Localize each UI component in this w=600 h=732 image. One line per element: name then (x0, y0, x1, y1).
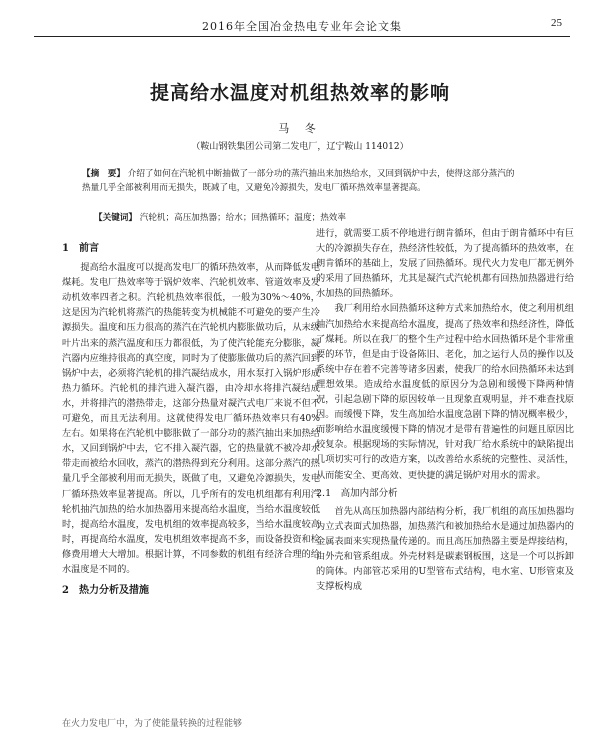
author: 马 冬 (278, 122, 322, 135)
abstract-label: 【摘 要】 (82, 169, 125, 179)
section-1-heading: 1 前言 (62, 243, 99, 254)
right-paragraph-2: 我厂利用给水回热循环这种方式来加热给水，使之利用机组抽汽加热给水来提高给水温度，提高了热效率和热经济性，降低了煤耗。所以在我厂的整个生产过程中给水回热循环是个非常重要的环节，但是由于设备陈旧、老化，加之运行人员的操作以及系统中存在着不完善等诸多因素，使我厂的给水回热循环未达到理想效果。造成给水温度低的原因分为急剧和缓慢下降两种情况，引起急剧下降的原因较单一且现象直观明显，并不难查找原因。而缓慢下降，发生高加给水温度急剧下降的情况概率极少，而影响给水温度缓慢下降的情况才是带有普遍性的问题且原因比较复杂。根据现场的实际情况，针对我厂给水系统中的缺陷提出几项切实可行的改造方案，以改善给水系统的完整性、灵活性，从而能安全、更高效、更快捷的满足锅炉对用水的需求。 (316, 303, 574, 481)
page-number: 25 (551, 17, 562, 29)
running-title: 2016年全国冶金热电专业年会论文集 (202, 20, 402, 33)
keywords-label: 【关键词】 (94, 213, 137, 223)
left-column-cutoff-line: 在火力发电厂中，为了使能量转换的过程能够 (62, 719, 243, 729)
paper-title: 提高给水温度对机组热效率的影响 (149, 82, 450, 104)
left-column (62, 235, 320, 602)
abstract-text: 介绍了如何在汽轮机中断抽做了一部分功的蒸汽抽出来加热给水，又回到锅炉中去，使得这部分蒸汽的热量几乎全部被利用而无损失，既减了电，又避免冷源损失，发电厂循环热效率显著提高。 (82, 169, 515, 193)
running-header (34, 14, 570, 37)
section-2-heading: 2 热力分析及措施 (62, 585, 149, 597)
section-1-paragraph: 提高给水温度可以提高发电厂的循环热效率，从而降低发电煤耗。发电厂热效率等于锅炉效率、汽轮机效率、管道效率及发动机效率四者之积。汽轮机热效率很低，一般为30%～40%，这是因为汽轮机将蒸汽的热能转变为机械能不可避免的要产生冷源损失。温度和压力很高的蒸汽在汽轮机内膨胀做功后，从末级叶片出来的蒸汽温度和压力都很低，为了使汽轮能充分膨胀，凝汽器内应维持很高的真空度，同时为了使膨胀做功后的蒸汽回到锅炉中去，必须将汽轮机的排汽凝结成水，用水泵打入锅炉形成热力循环。汽轮机的排汽进入凝汽器，由冷却水将排汽凝结成水，并将排汽的潜热带走，这部分热量对凝汽式电厂来说不但不可避免，而且无法利用。这就使得发电厂循环热效率只有40%左右。如果将在汽轮机中膨胀做了一部分功的蒸汽抽出来加热给水，又回到锅炉中去，它不排入凝汽器，它的热量就不被冷却水带走而被给水回收，蒸汽的潜热得到充分利用。这部分蒸汽的热量几乎全部被利用而无损失，既做了电，又避免冷源损失，发电厂循环热效率显著提高。所以，几乎所有的发电机组都有利用汽轮机抽汽加热的给水加热器用来提高给水温度，当给水温度较低时，提高给水温度，发电机组的效率提高较多，当给水温度较高时，再提高给水温度，发电机组效率提高不多，而设备投资和检修费用增大大增加。根据计算，不同参数的机组有经济合理的给水温度是不同的。 (62, 262, 320, 575)
right-paragraph-1: 进行，就需要工质不停地进行朗肯循环，但由于朗肯循环中有巨大的冷源损失存在，热经济性较低，为了提高循环的热效率，在朗肯循环的基础上，发展了回热循环。现代火力发电厂都无例外的采用了回热循环，尤其是凝汽式汽轮机都有回热加热器进行给水加热的回热循环。 (316, 228, 574, 300)
abstract (82, 167, 522, 195)
right-paragraph-3: 首先从高压加热器内部结构分析，我厂机组的高压加热器均为立式表面式加热器，加热蒸汽和被加热给水是通过加热器内的金属表面来实现热量传递的。而且高压加热器主要是焊接结构，由外壳和管系组成。外壳材料是碳素钢板围，这是一个可以拆卸的筒体。内部管芯采用的U型管布式结构，电水室、U形管束及支撑板构成 (316, 505, 574, 593)
section-2-1-heading: 2.1 高加内部分析 (316, 487, 398, 499)
right-column (316, 226, 574, 594)
affiliation: （鞍山钢铁集团公司第二发电厂，辽宁鞍山 114012） (191, 142, 409, 152)
keywords-text: 汽轮机；高压加热器；给水；回热循环；温度；热效率 (139, 213, 346, 223)
keywords (94, 211, 524, 225)
